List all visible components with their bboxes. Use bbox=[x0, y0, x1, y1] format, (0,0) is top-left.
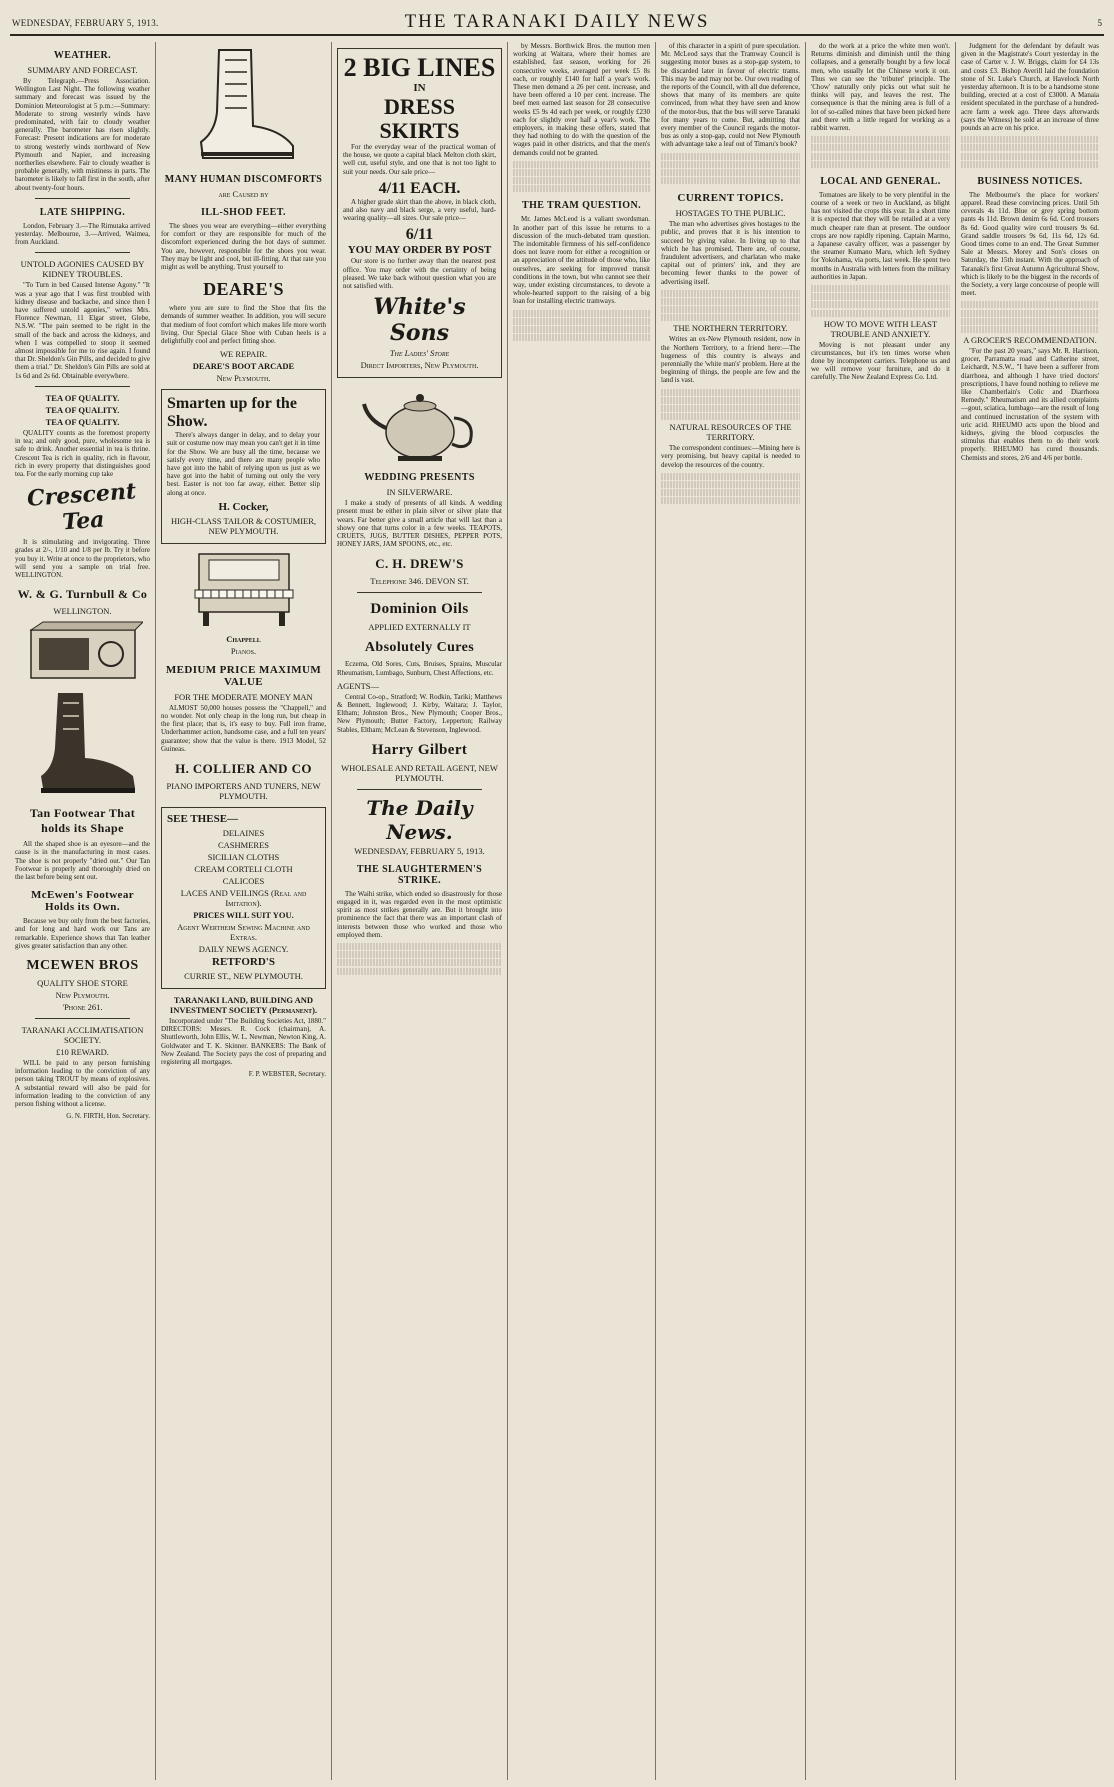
acclimatisation-signature: G. N. FIRTH, Hon. Secretary. bbox=[66, 1112, 150, 1121]
building-society-article: Incorporated under "The Building Societies Act, 1880." DIRECTORS: Messrs. R. Cock (chairman), A. Shuttleworth, John Ellis, W. L. Newman, Newton King, A. Goldwater and T. K. Skinner. BANKERS: The Bank of New Zealand. The Society pays the cost of preparing and registering all mortgages. bbox=[161, 1017, 326, 1067]
daily-news-title: The Daily News. bbox=[366, 795, 473, 844]
strike-continued-article: by Messrs. Borthwick Bros. the mutton men working at Waitara, where their homes are established, fast season, working for 26 consecutive weeks, averaged per week £5 8s each, or roughly £140 for half a year's work. These men demand a 26 per cent. increase, and have been offered a 10 per cent. increase. The beef men earned last season for 28 consecutive weeks £5 9s 4d each per week, or roughly £230 each for slightly over half a year's work. The employers, in making these offers, stated that they had nothing to do with the question of the wages paid in other districts, and that the men's demands could not be granted. bbox=[513, 42, 650, 157]
divider bbox=[357, 592, 482, 593]
text-line-texture bbox=[661, 314, 800, 321]
teapot-illustration-icon bbox=[360, 384, 480, 464]
grocer-heading: A GROCER'S RECOMMENDATION. bbox=[963, 335, 1097, 345]
acclimatisation-article: WILL be paid to any person furnishing information leading to the conviction of any person taking TROUT by means of explosives. A substantial reward will also be paid for information leading to the conviction of any person fishing without a license. bbox=[15, 1058, 150, 1108]
text-filler bbox=[513, 161, 650, 193]
text-filler bbox=[661, 153, 800, 185]
pianos-label: Pianos. bbox=[230, 645, 257, 656]
crescent-tea-tin-illustration-icon bbox=[23, 620, 143, 684]
text-line-texture bbox=[811, 136, 950, 143]
text-line-texture bbox=[811, 310, 950, 317]
tram-article: Mr. James McLeod is a valiant swordsman. In another part of this issue he returns to a discussion of the much-debated tram question. The indomitable firmness of his self-confidence does not leave room for either a recognition or an appreciation of the attitude of those who, like ourselves, are seeking for improved transit conditions in the town, but who cannot see their way, under existing circumstances, to devote a whole-hearted support to the raising of a big loan for installing electric tramways. bbox=[513, 215, 650, 306]
post-article: Our store is no further away than the nearest post office. You may order with the certainty of being pleased. We take back without question what you are not satisfied with. bbox=[343, 257, 496, 291]
tan-footwear-heading: Tan Footwear That holds its Shape bbox=[29, 806, 136, 836]
tram-heading: THE TRAM QUESTION. bbox=[522, 200, 641, 212]
text-filler bbox=[961, 136, 1099, 168]
medium-price-article: ALMOST 50,000 houses possess the "Chappell," and no wonder. Not only cheap in the long run, but cheap in the first place; that is, it's easy to buy. Full iron frame, Underhammer action, handsome case, and a full ten years' guarantee; show that the value is there. 1913 Model, 52 Guineas. bbox=[161, 703, 326, 753]
text-line-texture bbox=[661, 481, 800, 488]
smarten-heading: Smarten up for the Show. bbox=[167, 395, 297, 431]
territory-article: Writes an ex-New Plymouth resident, now in the Northern Territory, to a friend here:—The hugeness of this country is always and perennially the 'white man's' problem. Here at the beginning of things, the people are few and the land is vast. bbox=[661, 335, 800, 385]
page-number: 5 bbox=[1097, 18, 1102, 28]
smarten-ad bbox=[161, 389, 326, 544]
retford-address: CURRIE ST., NEW PLYMOUTH. bbox=[184, 971, 303, 982]
dress-skirts: DRESS SKIRTS bbox=[379, 94, 460, 143]
move-heading: HOW TO MOVE WITH LEAST TROUBLE AND ANXIETY. bbox=[823, 318, 938, 339]
skirts-article: For the everyday wear of the practical woman of the house, we quote a capital black Melton cloth skirt, well cut, useful style, and one that is not too light to suit your needs. Our sale price— bbox=[343, 143, 496, 176]
discomfort-article: The shoes you wear are everything—either everything for comfort or they are responsible for much of the discomfort experienced during the hot days of summer. You are, however, responsible for the shoes you wear. They may be light and cool, but ill-fitting. At that rate you might as well be anything. Trust yourself to bbox=[161, 222, 326, 272]
in-label: IN bbox=[413, 82, 426, 94]
dress-skirts-ad bbox=[337, 48, 502, 378]
text-line-texture bbox=[661, 298, 800, 305]
kidney-heading: UNTOLD AGONIES CAUSED BY KIDNEY TROUBLES. bbox=[20, 259, 145, 280]
weather-article: By Telegraph.—Press Association. Wellington Last Night. The following weather summary and forecast was issued by the Dominion Meteorologist at 5 p.m.:—Summary: Moderate to strong westerly winds have predominated, with fair to cloudy weather generally. The barometer has risen slightly. Forecast: Present indications are for moderate to strong westerly winds northward of New Plymouth and Napier, and increasing northerlies elsewhere. Fair to cloudy weather is probable generally, with mistiness in parts. The barometer is likely to fall first in the south, after about twenty-four hours. bbox=[15, 77, 150, 192]
text-line-texture bbox=[661, 169, 800, 176]
prices-suit: PRICES WILL SUIT YOU. bbox=[193, 910, 294, 921]
divider bbox=[35, 1018, 130, 1019]
skirts-article-2: A higher grade skirt than the above, in black cloth, and also navy and black serge, a very useful, hard-wearing quality—all sizes. Our sale price— bbox=[343, 197, 496, 223]
quality-shoe-store: QUALITY SHOE STORE bbox=[37, 977, 128, 988]
cures-heading: Absolutely Cures bbox=[364, 640, 475, 656]
tan-footwear-article: All the shaped shoe is an eyesore—and the cause is in the manufacturing in most cases. The shoe is not properly "dried out." Our Tan Footwear is properly and thoroughly dried on the last before being sent out. bbox=[15, 840, 150, 881]
upright-piano-illustration-icon bbox=[189, 550, 299, 630]
retford-name: RETFORD'S bbox=[212, 956, 275, 969]
cocker-name: H. Cocker, bbox=[218, 500, 269, 513]
text-line-texture bbox=[661, 290, 800, 297]
crescent-article: It is stimulating and invigorating. Three grades at 2/-, 1/10 and 1/8 per lb. Try it before you buy it. Write at once to the proprietors, who will send you a sample on trial free. WELLINGTON. bbox=[15, 538, 150, 579]
text-line-texture bbox=[661, 161, 800, 168]
goods-item: SICILIAN CLOTHS bbox=[207, 852, 280, 863]
divider bbox=[35, 386, 130, 387]
text-line-texture bbox=[513, 177, 650, 184]
text-line-texture bbox=[661, 153, 800, 160]
boot-illustration-icon bbox=[189, 46, 299, 166]
whites-logo: White's Sons bbox=[373, 294, 466, 347]
text-line-texture bbox=[513, 161, 650, 168]
text-line-texture bbox=[961, 161, 1099, 168]
goods-item: LACES AND VEILINGS (Real and Imitation). bbox=[180, 888, 307, 909]
text-filler bbox=[811, 285, 950, 317]
column-1 bbox=[10, 42, 155, 1780]
acclimatisation-heading: TARANAKI ACCLIMATISATION SOCIETY. bbox=[21, 1024, 144, 1045]
local-general-heading: LOCAL AND GENERAL. bbox=[820, 175, 941, 187]
text-line-texture bbox=[811, 293, 950, 300]
cocker-subheading: HIGH-CLASS TAILOR & COSTUMIER, NEW PLYMOUTH. bbox=[170, 515, 317, 536]
text-line-texture bbox=[661, 389, 800, 396]
smarten-article: There's always danger in delay, and to delay your suit or costume now may mean you can't get it in time for the Show. We are busy all the time, because we satisfy every time, and there are many people who have got into the habit of relying upon us just as we have got into the habit of turning out only the very best. Easter is not too far away, either. Better slip along at once. bbox=[167, 431, 320, 497]
price-1: 4/11 EACH. bbox=[378, 179, 461, 197]
text-line-texture bbox=[961, 326, 1099, 333]
text-line-texture bbox=[337, 968, 502, 975]
price-2: 6/11 bbox=[405, 226, 434, 244]
medium-price-heading: MEDIUM PRICE MAXIMUM VALUE bbox=[165, 663, 322, 688]
divider bbox=[357, 789, 482, 790]
text-line-texture bbox=[513, 169, 650, 176]
business-notices-article: The Melbourne's the place for workers' apparel. Read these convincing prices. Until 5th ceverals 4s 11d. Blue or grey spring bottom pants 4s 11d. Brown denim 6s 6d. Cord trousers 8s 6d. Good quality wire cord trousers 9s 6d. Grand saddle trousers 9s 6d, 11s 6d, 12s 6d. Good times come to an end. The Great Summer Sale at Messrs. Morey and Son's closes on Saturday, the 15th instant. With the approach of Taranaki's first Great Autumn Agricultural Show, which is likely to be the biggest in the records of the Society, a very large concourse of people will meet. bbox=[961, 190, 1100, 298]
weather-subheading: SUMMARY AND FORECAST. bbox=[27, 65, 138, 75]
column-5 bbox=[655, 42, 805, 1780]
column-6 bbox=[805, 42, 955, 1780]
text-filler bbox=[961, 301, 1099, 333]
building-society-signature: F. P. WEBSTER, Secretary. bbox=[248, 1070, 326, 1079]
column-7 bbox=[955, 42, 1104, 1780]
text-filler bbox=[811, 136, 950, 168]
mcewen-article: Because we buy only from the best factories, and for long and hard work our Tans are remarkable. Experience shows that Tan leather gives greater satisfaction than any other. bbox=[15, 917, 150, 950]
drew-name: C. H. DREW'S bbox=[375, 556, 464, 572]
text-filler bbox=[513, 310, 650, 342]
shipping-article: London, February 3.—The Rimutaka arrived yesterday. Melbourne, 3.—Arrived, Waimea, from Auckland. bbox=[15, 221, 150, 247]
text-line-texture bbox=[661, 405, 800, 412]
whites-tagline: The Ladies' Store bbox=[389, 348, 450, 359]
wertheim: Agent Wertheim Sewing Machine and Extras. bbox=[177, 922, 310, 943]
collier-name: H. COLLIER AND CO bbox=[175, 761, 312, 777]
text-line-texture bbox=[513, 326, 650, 333]
text-line-texture bbox=[811, 301, 950, 308]
retford-ad bbox=[161, 807, 326, 989]
text-line-texture bbox=[513, 185, 650, 192]
text-line-texture bbox=[811, 161, 950, 168]
shipping-heading: LATE SHIPPING. bbox=[39, 206, 126, 218]
masthead bbox=[10, 8, 1104, 36]
tea-line-2: TEA OF QUALITY. bbox=[45, 404, 120, 415]
column-3 bbox=[331, 42, 507, 1780]
deares-arcade: DEARE'S BOOT ARCADE bbox=[192, 361, 295, 372]
chappell-label: Chappell bbox=[226, 633, 261, 644]
tea-article: QUALITY counts as the foremost property in tea; and only good, pure, wholesome tea is safe to drink. Another essential in tea is thrine. Crescent Tea is rich in quality, rich in flavour, rich in every property that distinguishes good tea. For the early morning cup take bbox=[15, 428, 150, 478]
building-society-heading: TARANAKI LAND, BUILDING AND INVESTMENT SOCIETY (Permanent). bbox=[169, 995, 318, 1016]
text-line-texture bbox=[337, 943, 502, 950]
text-line-texture bbox=[337, 959, 502, 966]
we-repair: WE REPAIR. bbox=[220, 349, 267, 360]
text-line-texture bbox=[961, 310, 1099, 317]
deares-town: New Plymouth. bbox=[216, 373, 271, 384]
goods-item: CASHMERES bbox=[217, 840, 269, 851]
discomfort-heading: MANY HUMAN DISCOMFORTS bbox=[164, 174, 323, 185]
move-article: Moving is not pleasant under any circumstances, but it's ten times worse when done by incompetent carriers. Telephone us and we will remove your furniture, and do it carefully. The New Zealand Express Co. Ltd. bbox=[811, 340, 950, 382]
text-line-texture bbox=[961, 318, 1099, 325]
goods-item: CALICOES bbox=[222, 876, 265, 887]
whites-subheading: Direct Importers, New Plymouth. bbox=[360, 360, 479, 371]
text-line-texture bbox=[513, 310, 650, 317]
text-line-texture bbox=[811, 285, 950, 292]
text-line-texture bbox=[513, 334, 650, 341]
grocer-article: "For the past 20 years," says Mr. R. Harrison, grocer, Parramatta road and Catherine street, Leichardt, N.S.W., "I have been a sufferer from diarrhoea, and although I have tried doctors' prescriptions, I have found nothing to relieve me like Chamberlain's Colic and Diarrhoea Remedy." Rheumatism and its allied complaints—gout, sciatica, lumbago—are the result of long and continued incrustation of the system with uric acid. RHEUMO acts upon the blood and kidneys, giving the blood corpuscles the stimulus that enables them to do their work properly. RHEUMO has cured thousands. Chemists and stores, 2/6 and 4/6 per bottle. bbox=[961, 347, 1099, 462]
weather-heading: WEATHER. bbox=[53, 50, 112, 61]
mcewen-bros: MCEWEN BROS bbox=[26, 957, 139, 973]
divider bbox=[35, 252, 130, 253]
ankle-boot-illustration-icon bbox=[23, 688, 143, 798]
goods-item: DELAINES bbox=[222, 828, 265, 839]
text-line-texture bbox=[337, 951, 502, 958]
text-line-texture bbox=[661, 397, 800, 404]
divider bbox=[35, 198, 130, 199]
big-lines: 2 BIG LINES bbox=[343, 53, 496, 82]
column-2 bbox=[155, 42, 331, 1780]
tea-line-3: TEA OF QUALITY. bbox=[45, 416, 120, 427]
mcewen-town: New Plymouth. bbox=[55, 989, 110, 1000]
cures-article: Eczema, Old Sores, Cuts, Bruises, Sprains, Muscular Rheumatism, Lumbago, Sunburn, Chest Affections, etc. bbox=[337, 660, 502, 677]
gilbert-name: Harry Gilbert bbox=[371, 741, 468, 758]
text-line-texture bbox=[661, 306, 800, 313]
ill-shod-heading: ILL-SHOD FEET. bbox=[201, 207, 286, 218]
strike-heading: THE SLAUGHTERMEN'S STRIKE. bbox=[356, 863, 483, 886]
deares-article: where you are sure to find the Shoe that fits the demands of summer weather. In addition, you will secure that medium of foot comfort which makes life more worth living. Our Special Glace Shoe with Cuban heels is a delightfully cool and perfect fitting shoe. bbox=[161, 304, 326, 346]
text-line-texture bbox=[661, 473, 800, 480]
text-line-texture bbox=[961, 136, 1099, 143]
agents-article: Central Co-op., Stratford; W. Rodkin, Tariki; Matthews & Bennett, Inglewood; J. Kirby, Waitara; J. Taylor, Eltham; Johnston Bros., New Plymouth; Cooper Bros., New Plymouth; Butter Factory, Lepperton; Railway Stables, Eltham; McLean & Stevenson, Inglewood. bbox=[337, 692, 502, 734]
territory-continued-article: do the work at a price the white men won't. Returns diminish and diminish until the thing collapses, and a generally bought by a few local men, who usually let the Chinese work it out. Thus we can see the 'tributer' principle. The 'Chow' naturally only picks out what suit he thinks will pay, and leaves the rest. The consequence is that the mining area is full of a lot of so-called mines that have been picked here and there with a little regard for working as a rabbit warren. bbox=[811, 42, 950, 133]
text-line-texture bbox=[661, 413, 800, 420]
collier-subheading: PIANO IMPORTERS AND TUNERS, NEW PLYMOUTH. bbox=[166, 781, 321, 802]
newspaper-page bbox=[10, 8, 1104, 1780]
issue-date: WEDNESDAY, FEBRUARY 5, 1913. bbox=[12, 18, 159, 28]
order-by-post: YOU MAY ORDER BY POST bbox=[347, 244, 492, 257]
turnbull-name: W. & G. Turnbull & Co bbox=[17, 587, 148, 602]
column-grid bbox=[10, 42, 1104, 1780]
text-line-texture bbox=[811, 153, 950, 160]
newspaper-title: THE TARANAKI DAILY NEWS bbox=[404, 11, 710, 32]
hostages-article: The man who advertises gives hostages to the public, and proves that it is his intention to succeed by giving value. In living up to that which he has promised, There are, of course, fraudulent advertisers, and charlatan who make capital out of printers' ink, and they are becoming fewer thanks to the power of advertising itself. bbox=[661, 220, 800, 286]
see-these: SEE THESE— bbox=[167, 813, 239, 826]
text-line-texture bbox=[811, 144, 950, 151]
hostages-heading: HOSTAGES TO THE PUBLIC. bbox=[675, 208, 786, 219]
text-filler bbox=[661, 290, 800, 322]
dominion-oils-heading: Dominion Oils bbox=[370, 601, 469, 618]
resources-heading: NATURAL RESOURCES OF THE TERRITORY. bbox=[669, 422, 792, 443]
tea-line-1: TEA OF QUALITY. bbox=[45, 392, 120, 403]
gilbert-subheading: WHOLESALE AND RETAIL AGENT, NEW PLYMOUTH. bbox=[341, 762, 498, 783]
text-filler bbox=[661, 473, 800, 505]
text-filler bbox=[337, 943, 502, 975]
discomfort-subheading: are Caused by bbox=[218, 189, 269, 199]
business-notices-heading: BUSINESS NOTICES. bbox=[977, 175, 1083, 187]
daily-agency: DAILY NEWS AGENCY. bbox=[198, 944, 289, 955]
agents-heading: AGENTS— bbox=[337, 680, 380, 691]
wedding-article: I make a study of presents of all kinds. A wedding present must be either in plain silver or silver plate that wears. Far better give a small article that will last than a showy one that turns color in a few weeks. TEAPOTS, CRUETS, JUGS, BUTTER DISHES, PEPPER POTS, HONEY JARS, JAM SPOONS, etc., etc. bbox=[337, 499, 502, 549]
tram-continued-article: of this character in a spirit of pure speculation. Mr. McLeod says that the Tramway Council is suggesting motor buses as a stop-gap system, to be discarded later in favour of electric trams. This may be and may not be. Our own reading of the reports of the Council, with all due deference, shows that many of its members are quite convinced, from what they have seen and know of the motor-bus, that the bus will serve Taranaki for many years to come. But, admitting that every member of the Council regards the motor-bus as only a stop-gap, could not New Plymouth with advantage take a leaf out of Timaru's book? bbox=[661, 42, 800, 149]
local-general-article: Tomatoes are likely to be very plentiful in the course of a week or two in Auckland, as blight has not visited the crops this year. In a short time it is expected that they will be retailed at a very much cheaper rate than at present. The outdoor crops are now rapidly ripening. Captain Marmo, a Japanese cavalry officer, was a passenger by the steamer Kumano Maru, which left Sydney for Yokohama, via ports, last week. He spent two months in Australia with letters from the military authorities in Japan. bbox=[811, 190, 950, 281]
goods-item: CREAM CORTELI CLOTH bbox=[194, 864, 293, 875]
wedding-subheading: IN SILVERWARE. bbox=[386, 487, 453, 498]
mcewen-heading: McEwen's Footwear Holds its Own. bbox=[30, 889, 135, 914]
text-line-texture bbox=[513, 318, 650, 325]
strike-article: The Waihi strike, which ended so disastrously for those engaged in it, was regarded even in the most optimistic spirit as most strikes generally are. But it brought into prominence the fact that there was an important clash of interests between those who worked and those who employed them. bbox=[337, 889, 502, 939]
kidney-article: "To Turn in bed Caused Intense Agony." "It was a year ago that I was first troubled with kidney disease and backache, and since then I have suffered untold agonies," writes Mrs. Florence Newman, 11 Elgar street, Glebe, N.S.W. "The pain seemed to be right in the small of the back and across the kidneys, and when I was compelled to stoop it seemed almost impossible for me to rise again. I found that Dr. Sheldon's Gin Pills, and decided to give them a trial." Dr. Sheldon's Gin Pills are sold at 1s 6d and 2s 6d. Obtainable everywhere. bbox=[15, 281, 150, 380]
turnbull-city: WELLINGTON. bbox=[53, 606, 112, 617]
wedding-heading: WEDDING PRESENTS bbox=[364, 472, 475, 484]
mcewen-phone: 'Phone 261. bbox=[62, 1001, 103, 1012]
text-line-texture bbox=[961, 301, 1099, 308]
resources-article: The correspondent continues:—Mining here is very promising, but heavy capital is needed to develop the resources of the country. bbox=[661, 444, 800, 469]
dominion-oils-subheading: APPLIED EXTERNALLY IT bbox=[368, 622, 471, 633]
text-line-texture bbox=[961, 144, 1099, 151]
territory-heading: THE NORTHERN TERRITORY. bbox=[673, 323, 788, 334]
text-filler bbox=[661, 389, 800, 421]
local-continued-article: Judgment for the defendant by default was given in the Magistrate's Court yesterday in the case of Carter v. J. W. Briggs, claim for £4 13s and costs £3. Bishop Averill laid the foundation stone of St. Luke's Church, at Havelock North yesterday afternoon. It is to be a handsome stone building, erected at a cost of £3000. A Manaia resident speculated in the purchase of a hundred-acre farm a week ago. Three days afterwards (says the Witness) he sold at an increase of three pounds an acre on his price. bbox=[961, 42, 1099, 133]
daily-news-date: WEDNESDAY, FEBRUARY 5, 1913. bbox=[354, 845, 485, 856]
text-line-texture bbox=[661, 177, 800, 184]
medium-price-subheading: FOR THE MODERATE MONEY MAN bbox=[174, 691, 313, 702]
text-line-texture bbox=[961, 153, 1099, 160]
current-topics-heading: CURRENT TOPICS. bbox=[677, 192, 784, 205]
deares-name: DEARE'S bbox=[203, 279, 284, 300]
text-line-texture bbox=[661, 489, 800, 496]
column-4 bbox=[507, 42, 655, 1780]
text-line-texture bbox=[661, 497, 800, 504]
acclimatisation-reward: £10 REWARD. bbox=[56, 1046, 109, 1057]
drew-address: Telephone 346. DEVON ST. bbox=[370, 576, 469, 587]
crescent-tea-logo: Crescent Tea bbox=[26, 478, 137, 536]
